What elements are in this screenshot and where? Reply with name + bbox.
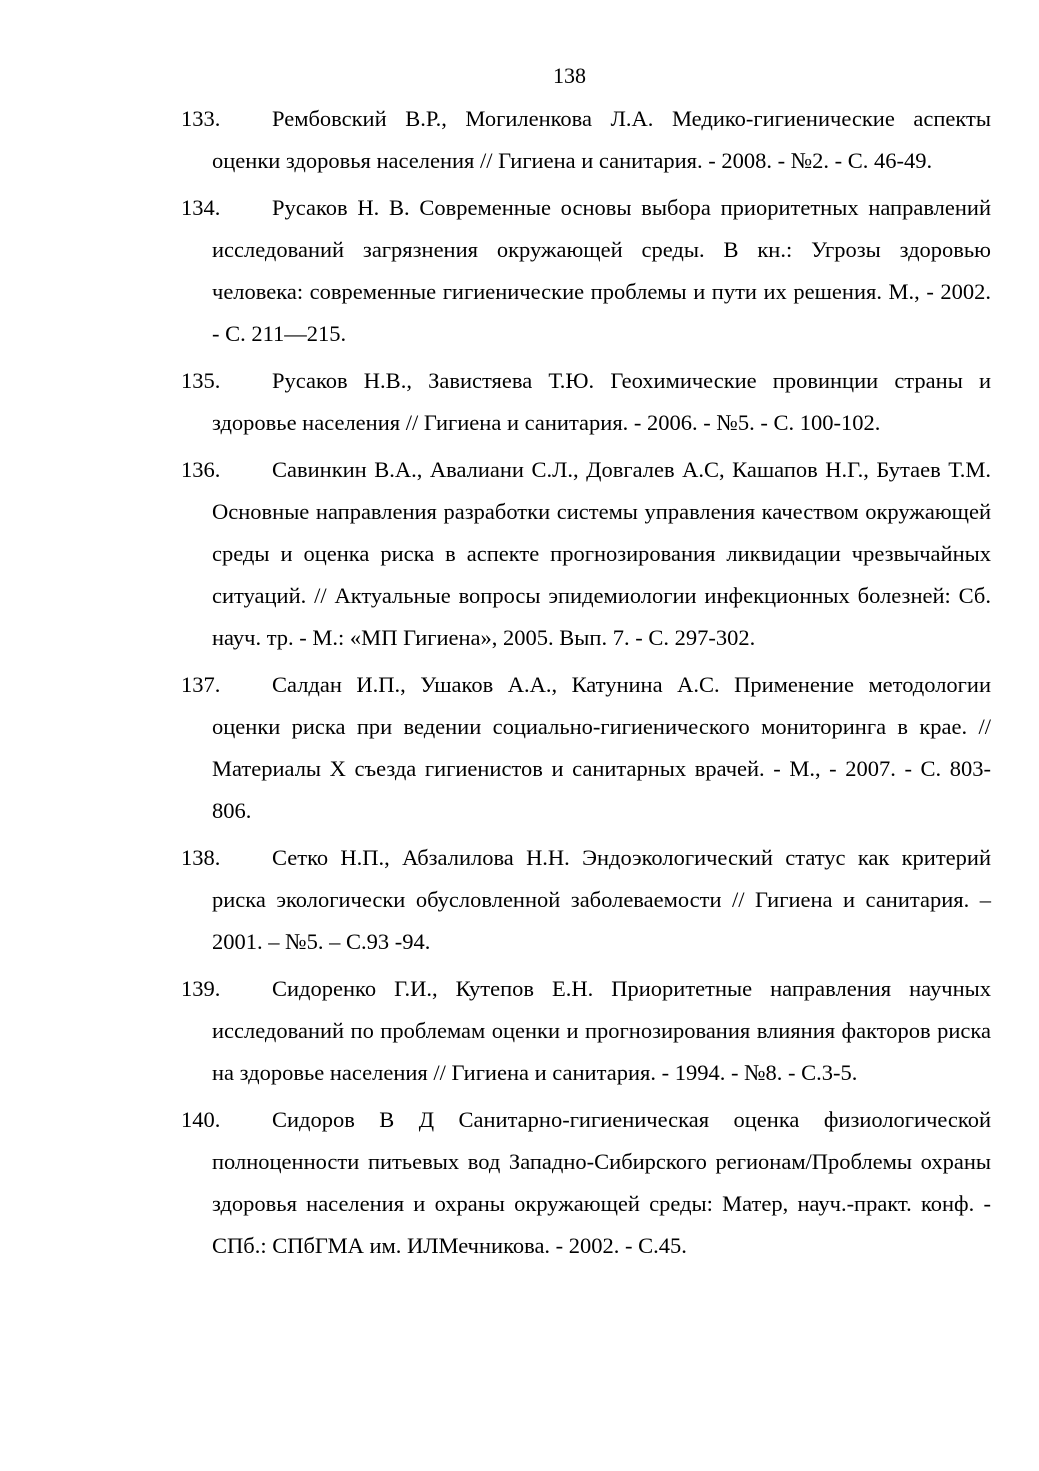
page-number: 138: [553, 63, 586, 88]
reference-item: [181, 187, 991, 355]
reference-list: [181, 98, 991, 1272]
reference-number: 134.: [181, 195, 221, 220]
reference-text: Сетко Н.П., Абзалилова Н.Н. Эндоэкологический статус как критерий риска экологически обусловленной заболеваемости // Гигиена и санитария. – 2001. – №5. – С.93 -94.: [212, 845, 991, 954]
reference-number: 136.: [181, 457, 221, 482]
reference-number: 139.: [181, 976, 221, 1001]
reference-number: 138.: [181, 845, 221, 870]
reference-text: Рембовский В.Р., Могиленкова Л.А. Медико-гигиенические аспекты оценки здоровья населения // Гигиена и санитария. - 2008. - №2. - С. 46-49.: [212, 106, 991, 173]
reference-text: Салдан И.П., Ушаков А.А., Катунина А.С. Применение методологии оценки риска при ведении социально-гигиенического мониторинга в крае. // Материалы X съезда гигиенистов и санитарных врачей. - М., - 2007. - С. 803-806.: [212, 672, 991, 823]
reference-number: 133.: [181, 106, 221, 131]
reference-text: Савинкин В.А., Авалиани С.Л., Довгалев А.С, Кашапов Н.Г., Бутаев Т.М. Основные направления разработки системы управления качеством окружающей среды и оценка риска в аспекте прогнозирования ликвидации чрезвычайных ситуаций. // Актуальные вопросы эпидемиологии инфекционных болезней: Сб. науч. тр. - М.: «МП Гигиена», 2005. Вып. 7. - С. 297-302.: [212, 457, 991, 650]
reference-text: Русаков Н. В. Современные основы выбора приоритетных направлений исследований загрязнения окружающей среды. В кн.: Угрозы здоровью человека: современные гигиенические проблемы и пути их решения. М., - 2002. - С. 211—215.: [212, 195, 991, 346]
reference-text: Русаков Н.В., Завистяева Т.Ю. Геохимические провинции страны и здоровье населения // Гигиена и санитария. - 2006. - №5. - С. 100-102.: [212, 368, 991, 435]
reference-number: 135.: [181, 368, 221, 393]
reference-item: [181, 449, 991, 659]
reference-number: 137.: [181, 672, 221, 697]
reference-text: Сидоров В Д Санитарно-гигиеническая оценка физиологической полноценности питьевых вод Западно-Сибирского регионам/Проблемы охраны здоровья населения и охраны окружающей среды: Матер, науч.-практ. конф. - СПб.: СПбГМА им. ИЛМечникова. - 2002. - С.45.: [212, 1107, 991, 1258]
reference-item: [181, 837, 991, 963]
reference-number: 140.: [181, 1107, 221, 1132]
reference-item: [181, 98, 991, 182]
reference-item: [181, 664, 991, 832]
reference-item: [181, 360, 991, 444]
reference-text: Сидоренко Г.И., Кутепов Е.Н. Приоритетные направления научных исследований по проблемам оценки и прогнозирования влияния факторов риска на здоровье населения // Гигиена и санитария. - 1994. - №8. - С.3-5.: [212, 976, 991, 1085]
reference-item: [181, 968, 991, 1094]
reference-item: [181, 1099, 991, 1267]
